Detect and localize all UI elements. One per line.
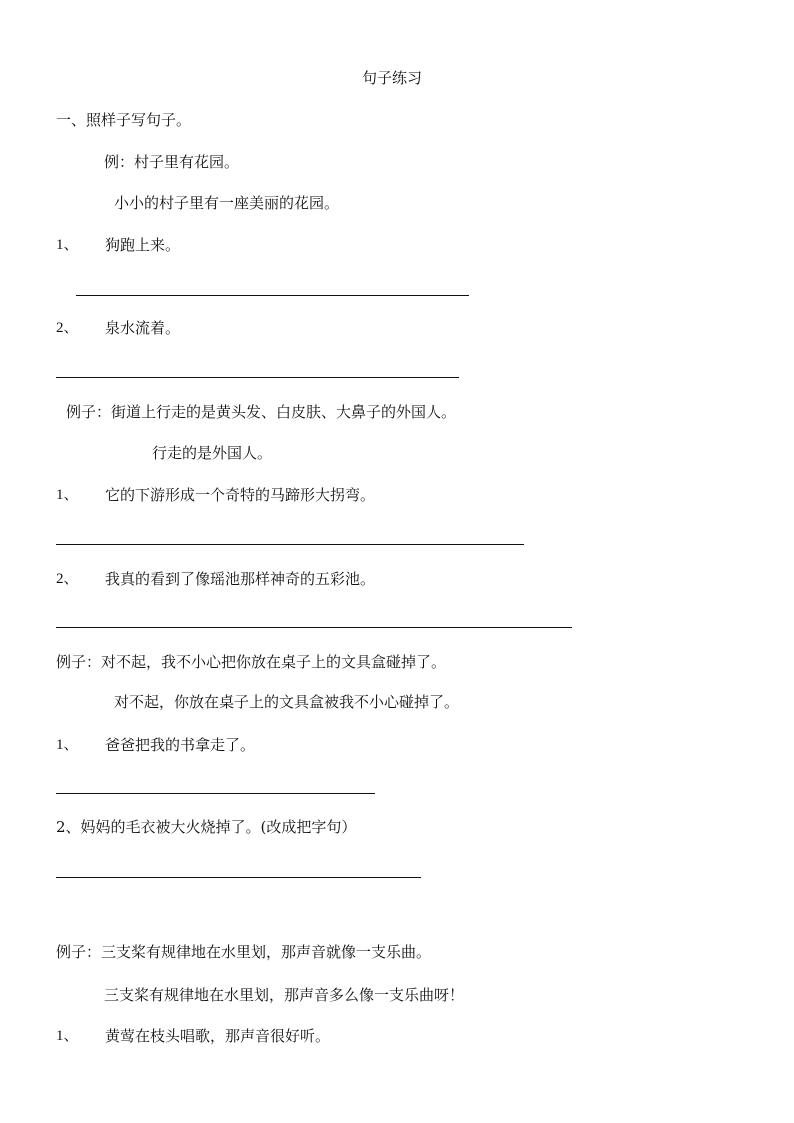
answer-line[interactable] xyxy=(76,295,469,296)
example-sentence: 例子：对不起，我不小心把你放在桌子上的文具盒碰掉了。 xyxy=(56,653,447,671)
example-answer: 行走的是外国人。 xyxy=(152,444,273,462)
question-number: 2、 xyxy=(56,571,79,587)
answer-line[interactable] xyxy=(56,544,524,545)
question-text: 爸爸把我的书拿走了。 xyxy=(105,736,256,754)
question-text: 黄莺在枝头唱歌，那声音很好听。 xyxy=(105,1027,331,1045)
answer-line[interactable] xyxy=(56,793,375,794)
question-text: 泉水流着。 xyxy=(105,319,181,337)
answer-line[interactable] xyxy=(56,377,459,378)
example-sentence: 例：村子里有花园。 xyxy=(104,153,240,171)
example-sentence: 例子：三支桨有规律地在水里划，那声音就像一支乐曲。 xyxy=(56,943,432,961)
question-text: 狗跑上来。 xyxy=(105,236,181,254)
question-text: 它的下游形成一个奇特的马蹄形大拐弯。 xyxy=(105,486,376,504)
question-text: 2、妈妈的毛衣被大火烧掉了。(改成把字句） xyxy=(56,818,357,836)
question-number: 1、 xyxy=(56,237,79,253)
example-sentence: 例子：街道上行走的是黄头发、白皮肤、大鼻子的外国人。 xyxy=(66,403,457,421)
question-number: 2、 xyxy=(56,320,79,336)
section-heading: 一、照样子写句子。 xyxy=(56,111,192,129)
question-number: 1、 xyxy=(56,737,79,753)
answer-line[interactable] xyxy=(56,877,421,878)
question-number: 1、 xyxy=(56,1028,79,1044)
answer-line[interactable] xyxy=(56,627,572,628)
page-title: 句子练习 xyxy=(362,69,423,87)
question-text: 我真的看到了像瑶池那样神奇的五彩池。 xyxy=(105,570,376,588)
question-number: 1、 xyxy=(56,487,79,503)
example-answer: 对不起，你放在桌子上的文具盒被我不小心碰掉了。 xyxy=(114,693,460,711)
example-answer: 三支桨有规律地在水里划，那声音多么像一支乐曲呀！ xyxy=(104,986,465,1004)
example-answer: 小小的村子里有一座美丽的花园。 xyxy=(114,194,340,212)
